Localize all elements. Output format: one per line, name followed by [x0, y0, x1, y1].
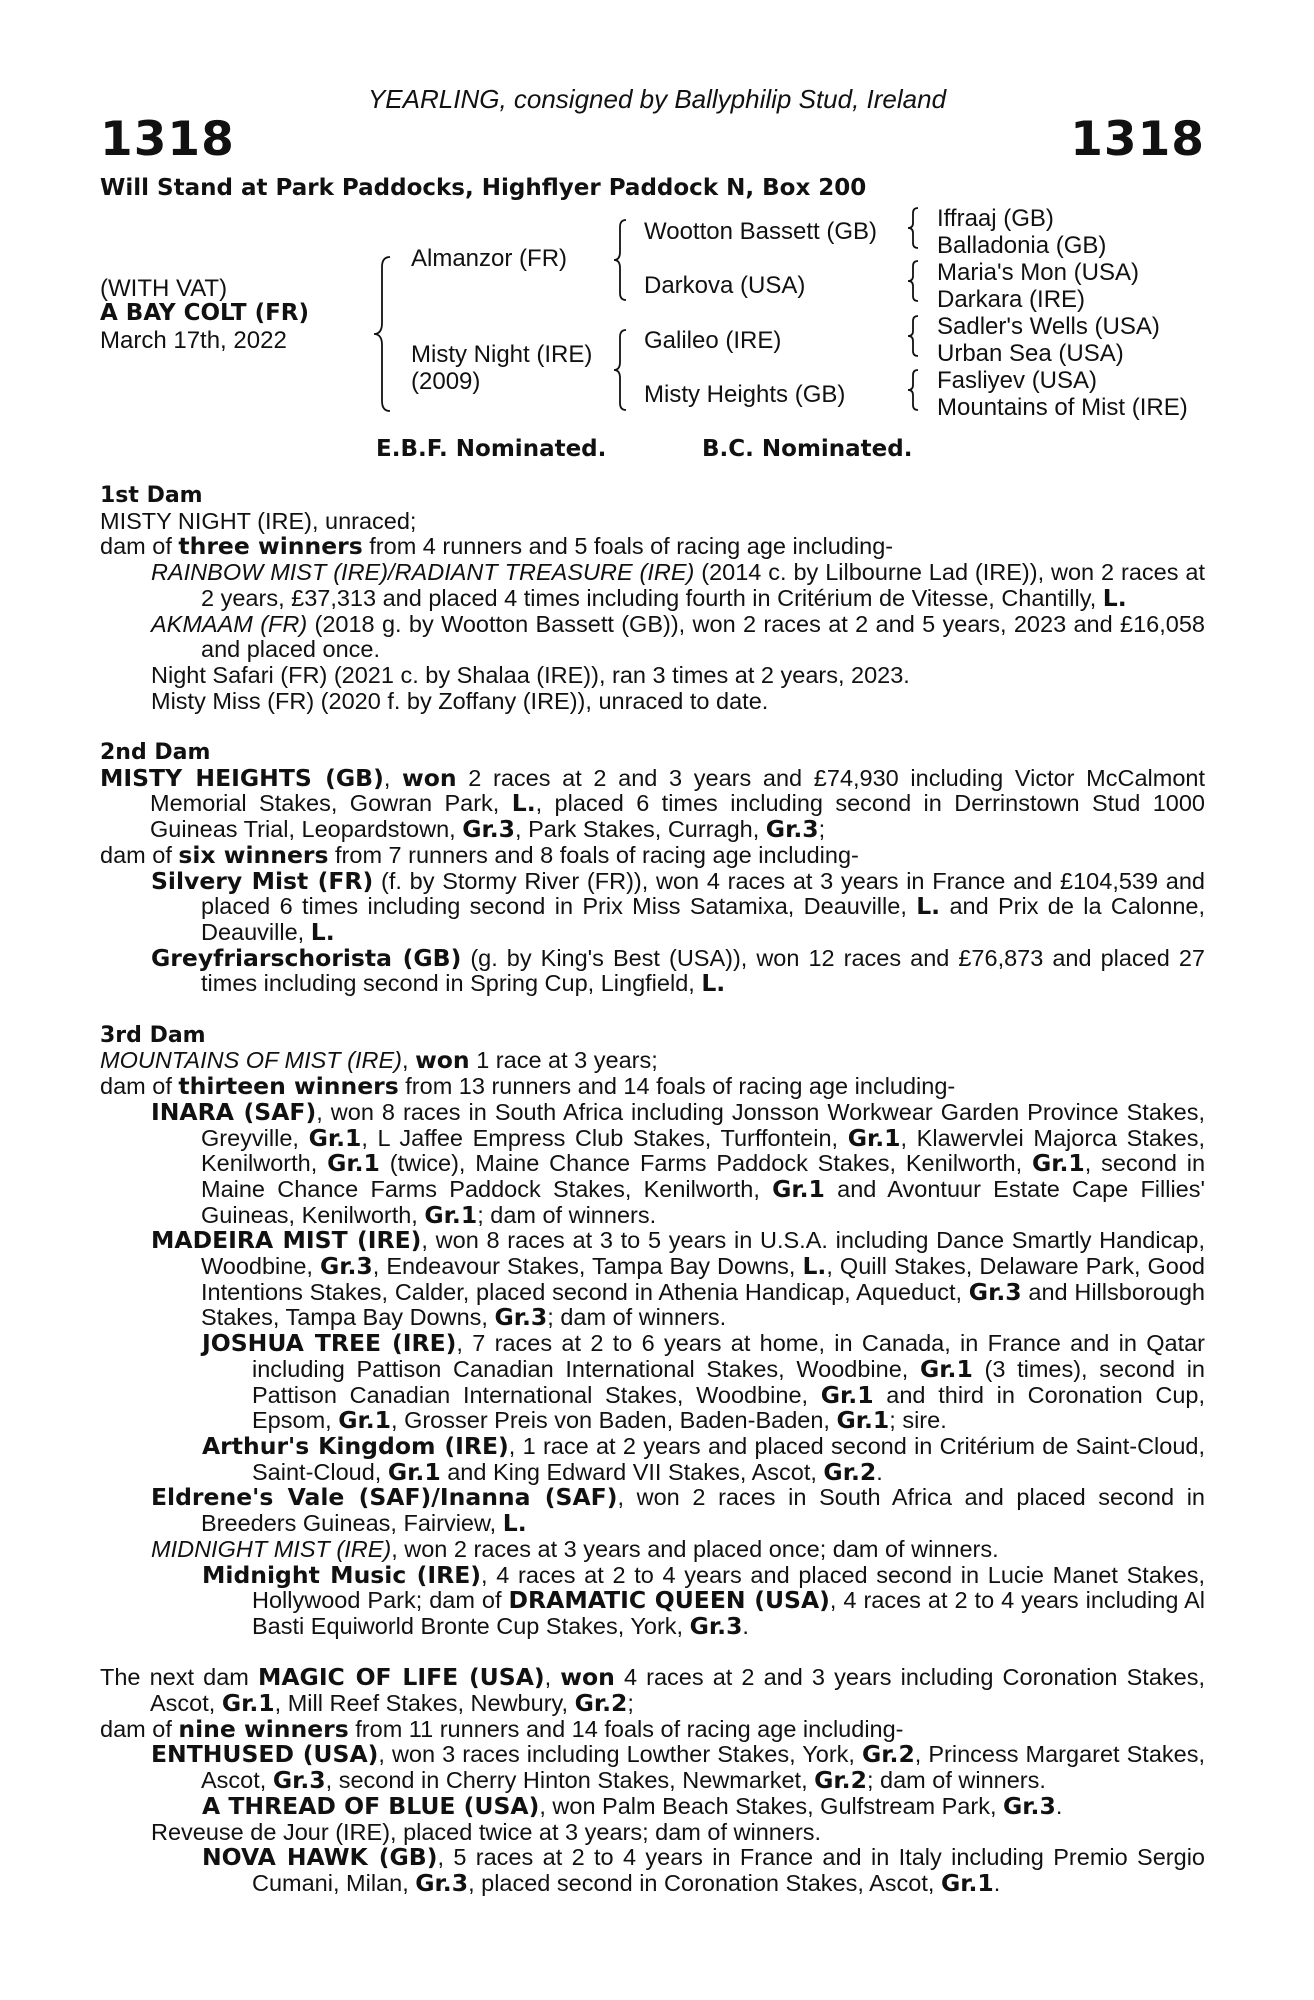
- bold-text: Greyfriarschorista (GB): [151, 943, 462, 972]
- bold-text: Gr.1: [920, 1354, 973, 1383]
- entry-text: , second in Maine Chance Farms Paddock Stakes, Kenilworth,: [201, 1150, 1206, 1202]
- entry-text: from 13 runners and 14 foals of racing age including-: [398, 1073, 956, 1100]
- pedigree-entry: [100, 1097, 1206, 1229]
- bold-text: Gr.3: [415, 1868, 469, 1897]
- entry-text: , 7 races at 2 to 6 years at home, in Canada, in France and in Qatar including Pattison Canadian International Stakes, Woodbine,: [252, 1330, 1206, 1382]
- pedigree-entry: [100, 1560, 1206, 1640]
- entry-text: ; sire.: [889, 1407, 947, 1434]
- lot-number-right: 1318: [1070, 112, 1205, 167]
- bold-text: Gr.1: [221, 1689, 275, 1717]
- pedigree-sire-dam: Darkova (USA): [644, 272, 806, 299]
- bold-text: Gr.1: [836, 1406, 890, 1435]
- horse-name: A BAY COLT (FR): [100, 300, 310, 326]
- entry-text: dam of: [100, 841, 179, 868]
- pedigree-entry: [100, 866, 1206, 946]
- bold-text: won: [402, 763, 457, 792]
- entry-text: .: [1055, 1792, 1063, 1819]
- bold-text: A THREAD OF BLUE (USA): [202, 1791, 540, 1820]
- pedigree-entry: [100, 663, 1205, 689]
- pedigree-entry: [100, 1791, 1205, 1820]
- pedigree-entry: [100, 1074, 1205, 1100]
- pedigree-brace-main: [372, 255, 398, 413]
- bold-text: L.: [511, 789, 536, 818]
- entry-text: , Park Stakes, Curragh,: [515, 816, 766, 843]
- pedigree-entry: [100, 509, 1205, 535]
- entry-text: MISTY NIGHT (IRE), unraced;: [100, 507, 417, 534]
- bold-text: Gr.3: [272, 1766, 326, 1795]
- bold-text: Gr.3: [494, 1303, 548, 1332]
- entry-text: from 4 runners and 5 foals of racing age including-: [362, 533, 894, 560]
- bold-text: L.: [701, 969, 726, 998]
- entry-text: (2018 g. by Wootton Bassett (GB)), won 2 races at 2 and 5 years, 2023 and £16,058 and placed once.: [201, 610, 1205, 663]
- bold-text: Silvery Mist (FR): [151, 866, 374, 895]
- pedigree-g3-5: Sadler's Wells (USA): [937, 313, 1160, 340]
- entry-text: , second in Cherry Hinton Stakes, Newmarket,: [325, 1767, 815, 1794]
- bold-text: won: [560, 1663, 615, 1692]
- pedigree-entry: [100, 560, 1205, 611]
- pedigree-entry: [100, 1485, 1205, 1536]
- bold-text: thirteen winners: [178, 1072, 399, 1101]
- bold-text: Gr.3: [765, 815, 819, 844]
- entry-text: dam of: [100, 533, 179, 560]
- entry-text: Misty Miss (FR) (2020 f. by Zoffany (IRE)), unraced to date.: [151, 687, 769, 714]
- entry-text: , Mill Reef Stakes, Newbury,: [274, 1690, 575, 1716]
- section-heading: 3rd Dam: [100, 1022, 206, 1048]
- entry-text: , won 8 races in South Africa including Jonsson Workwear Garden Province Stakes, Greyville,: [201, 1098, 1205, 1151]
- pedigree-dam-sire: Galileo (IRE): [644, 327, 782, 354]
- bold-text: L.: [502, 1509, 527, 1538]
- pedigree-g3-3: Maria's Mon (USA): [937, 259, 1139, 286]
- entry-text: , won 3 races including Lowther Stakes, York,: [378, 1741, 862, 1768]
- pedigree-g3-2: Balladonia (GB): [937, 232, 1107, 259]
- entry-text: Reveuse de Jour (IRE), placed twice at 3 years; dam of winners.: [151, 1818, 822, 1845]
- pedigree-brace-dam: [612, 328, 632, 412]
- entry-text: (2014 c. by Lilbourne Lad (IRE)), won 2 races at 2 years, £37,313 and placed 4 times including fourth in Critérium de Vitesse, Chantilly,: [201, 559, 1205, 611]
- catalogue-body: [100, 483, 1205, 1897]
- section-heading: 2nd Dam: [100, 740, 211, 766]
- entry-text: and Prix de la Calonne, Deauville,: [201, 893, 1205, 945]
- bold-text: MAGIC OF LIFE (USA): [257, 1663, 545, 1692]
- pedigree-brace-sire: [612, 218, 632, 302]
- pedigree-entry: [100, 1228, 1205, 1331]
- bold-text: MADEIRA MIST (IRE): [151, 1226, 422, 1255]
- entry-text: , won 2 races at 3 years and placed once; dam of winners.: [391, 1535, 999, 1562]
- bold-text: L.: [310, 917, 335, 946]
- entry-text: , 4 races at 2 to 4 years and placed second in Lucie Manet Stakes, Hollywood Park; dam of: [252, 1561, 1206, 1614]
- entry-text: , Quill Stakes, Delaware Park, Good Intentions Stakes, Calder, placed second in Athenia Handicap, Aqueduct,: [201, 1253, 1205, 1305]
- italic-text: AKMAAM (FR): [151, 610, 308, 637]
- dam-section: [100, 483, 1205, 714]
- pedigree-entry: [100, 1537, 1205, 1563]
- entry-text: The next dam: [100, 1664, 258, 1691]
- entry-text: , 5 races at 2 to 4 years in France and in Italy including Premio Sergio Cumani, Milan,: [252, 1844, 1205, 1896]
- pedigree-entry: [100, 612, 1205, 663]
- bold-text: Gr.3: [1003, 1791, 1056, 1820]
- lot-number-left: 1318: [100, 112, 235, 167]
- entry-text: dam of: [100, 1073, 179, 1100]
- bold-text: Gr.1: [772, 1174, 825, 1203]
- entry-text: ;: [818, 816, 826, 843]
- entry-text: , Klawervlei Majorca Stakes, Kenilworth,: [201, 1124, 1205, 1177]
- bold-text: Gr.1: [338, 1406, 392, 1435]
- italic-text: RAINBOW MIST (IRE)/RADIANT TREASURE (IRE): [151, 559, 695, 586]
- pedigree-entry: [100, 1431, 1206, 1486]
- bold-text: Gr.2: [861, 1740, 915, 1769]
- pedigree-entry: [100, 1331, 1205, 1434]
- pedigree-brace-g2: [906, 259, 924, 303]
- entry-text: ,: [383, 764, 403, 791]
- bold-text: L.: [916, 892, 941, 921]
- entry-text: ,: [544, 1664, 561, 1691]
- entry-text: (f. by Stormy River (FR)), won 4 races at 3 years in France and £104,539 and placed 6 times including second in Prix Miss Satamixa, Deauville,: [201, 867, 1206, 920]
- bold-text: L.: [802, 1252, 827, 1281]
- entry-text: , won 8 races at 3 to 5 years in U.S.A. including Dance Smartly Handicap, Woodbine,: [201, 1227, 1205, 1280]
- bold-text: Arthur's Kingdom (IRE): [202, 1431, 509, 1460]
- pedigree-g3-6: Urban Sea (USA): [937, 340, 1124, 367]
- entry-text: , 1 race at 2 years and placed second in Critérium de Saint-Cloud, Saint-Cloud,: [252, 1432, 1206, 1485]
- entry-text: , Endeavour Stakes, Tampa Bay Downs,: [372, 1253, 803, 1280]
- pedigree-sire: Almanzor (FR): [411, 245, 568, 272]
- entry-text: , placed 6 times including second in Derrinstown Stud 1000 Guineas Trial, Leopardstown,: [150, 790, 1206, 843]
- entry-text: (g. by King's Best (USA)), won 12 races and £76,873 and placed 27 times including second in Spring Cup, Lingfield,: [201, 944, 1205, 997]
- entry-text: (3 times), second in Pattison Canadian International Stakes, Woodbine,: [252, 1355, 1205, 1408]
- entry-text: , Princess Margaret Stakes, Ascot,: [201, 1741, 1205, 1794]
- entry-text: from 11 runners and 14 foals of racing age including-: [348, 1715, 904, 1742]
- entry-text: and Hillsborough Stakes, Tampa Bay Downs,: [201, 1278, 1205, 1331]
- italic-text: MOUNTAINS OF MIST (IRE): [100, 1047, 403, 1074]
- pedigree-entry: [100, 1820, 1205, 1846]
- entry-text: .: [876, 1458, 883, 1485]
- dam-section: [100, 1023, 1205, 1640]
- bold-text: Gr.1: [308, 1123, 362, 1152]
- entry-text: ; dam of winners.: [477, 1201, 657, 1228]
- pedigree-entry: [100, 943, 1205, 998]
- bold-text: six winners: [178, 840, 329, 869]
- entry-text: 1 race at 3 years;: [469, 1047, 658, 1074]
- pedigree-entry: [100, 1048, 1205, 1074]
- bold-text: Gr.2: [823, 1457, 877, 1486]
- entry-text: , L Jaffee Empress Club Stakes, Turffontein,: [361, 1124, 848, 1151]
- pedigree-dam: Misty Night (IRE): [411, 341, 593, 368]
- pedigree-g3-4: Darkara (IRE): [937, 286, 1086, 313]
- entry-text: from 7 runners and 8 foals of racing age including-: [328, 841, 859, 868]
- bold-text: Gr.2: [574, 1689, 628, 1717]
- entry-text: .: [993, 1869, 1001, 1896]
- dam-section: [100, 1665, 1205, 1896]
- bold-text: INARA (SAF): [151, 1097, 317, 1126]
- bold-text: Gr.1: [847, 1123, 901, 1152]
- bold-text: Gr.3: [968, 1277, 1022, 1306]
- bold-text: Gr.2: [814, 1766, 867, 1795]
- bold-text: NOVA HAWK (GB): [202, 1843, 438, 1872]
- dam-section: [100, 740, 1205, 997]
- pedigree-g3-7: Fasliyev (USA): [937, 367, 1098, 394]
- entry-text: Night Safari (FR) (2021 c. by Shalaa (IRE)), ran 3 times at 2 years, 2023.: [151, 661, 910, 688]
- pedigree-sire-sire: Wootton Bassett (GB): [644, 218, 877, 245]
- entry-text: 2 races at 2 and 3 years and £74,930 including Victor McCalmont Memorial Stakes, Gowran Park,: [150, 764, 1205, 817]
- entry-text: , placed second in Coronation Stakes, Ascot,: [468, 1869, 941, 1896]
- section-heading: 1st Dam: [100, 483, 203, 508]
- bold-text: Gr.1: [1031, 1149, 1085, 1178]
- entry-text: ; dam of winners.: [547, 1304, 727, 1331]
- entry-text: ; dam of winners.: [866, 1767, 1046, 1794]
- consignment-line: YEARLING, consigned by Ballyphilip Stud, Ireland: [367, 84, 947, 114]
- bold-text: Eldrene's Vale (SAF)/Inanna (SAF): [151, 1483, 618, 1512]
- bold-text: Gr.1: [940, 1868, 994, 1897]
- bc-nomination: B.C. Nominated.: [702, 436, 913, 462]
- entry-text: , won 2 races in South Africa and placed second in Breeders Guineas, Fairview,: [201, 1484, 1205, 1537]
- entry-text: and third in Coronation Cup, Epsom,: [252, 1381, 1205, 1434]
- entry-text: , Grosser Preis von Baden, Baden-Baden,: [391, 1407, 837, 1434]
- italic-text: MIDNIGHT MIST (IRE): [151, 1535, 392, 1562]
- pedigree-dam-year: (2009): [411, 368, 481, 395]
- bold-text: Gr.1: [327, 1149, 380, 1178]
- bold-text: ENTHUSED (USA): [151, 1740, 379, 1769]
- entry-text: , 4 races at 2 to 4 years including Al Basti Equiworld Bronte Cup Stakes, York,: [252, 1587, 1205, 1639]
- pedigree-entry: [100, 689, 1205, 715]
- pedigree-g3-8: Mountains of Mist (IRE): [937, 394, 1188, 421]
- bold-text: Midnight Music (IRE): [202, 1560, 481, 1589]
- pedigree-brace-g1: [906, 206, 924, 250]
- entry-text: (twice), Maine Chance Farms Paddock Stakes, Kenilworth,: [379, 1150, 1032, 1177]
- pedigree-brace-g3: [906, 314, 924, 358]
- entry-text: , won Palm Beach Stakes, Gulfstream Park,: [539, 1792, 1003, 1819]
- pedigree-entry: [100, 534, 1205, 560]
- entry-text: .: [742, 1612, 749, 1639]
- bold-text: three winners: [178, 532, 363, 561]
- vat-note: (WITH VAT): [100, 275, 228, 302]
- pedigree-brace-g4: [906, 368, 924, 412]
- bold-text: won: [415, 1046, 470, 1075]
- bold-text: L.: [1102, 583, 1127, 612]
- bold-text: Gr.1: [387, 1457, 441, 1486]
- entry-text: dam of: [100, 1715, 179, 1742]
- bold-text: MISTY HEIGHTS (GB): [100, 763, 384, 792]
- pedigree-entry: [100, 1714, 1205, 1743]
- bold-text: JOSHUA TREE (IRE): [202, 1329, 457, 1358]
- ebf-nomination: E.B.F. Nominated.: [376, 436, 607, 462]
- pedigree-g3-1: Iffraaj (GB): [937, 205, 1054, 232]
- pedigree-dam-dam: Misty Heights (GB): [644, 381, 846, 408]
- bold-text: DRAMATIC QUEEN (USA): [508, 1586, 830, 1615]
- stand-location: Will Stand at Park Paddocks, Highflyer Paddock N, Box 200: [100, 175, 867, 201]
- bold-text: Gr.1: [820, 1380, 874, 1409]
- bold-text: Gr.1: [424, 1200, 478, 1229]
- bold-text: Gr.3: [462, 815, 516, 844]
- pedigree-entry: [100, 1742, 1205, 1793]
- pedigree-entry: [100, 840, 1205, 869]
- bold-text: nine winners: [178, 1714, 349, 1743]
- entry-text: 4 races at 2 and 3 years including Coronation Stakes, Ascot,: [150, 1664, 1205, 1716]
- bold-text: Gr.3: [689, 1611, 743, 1640]
- pedigree-entry: [100, 1665, 1205, 1716]
- pedigree-entry: [100, 1845, 1205, 1896]
- entry-text: ,: [402, 1047, 416, 1074]
- bold-text: Gr.3: [319, 1252, 373, 1281]
- entry-text: and Avontuur Estate Cape Fillies' Guineas, Kenilworth,: [201, 1175, 1205, 1228]
- entry-text: ;: [627, 1690, 634, 1716]
- foaling-date: March 17th, 2022: [100, 327, 287, 354]
- entry-text: and King Edward VII Stakes, Ascot,: [440, 1458, 824, 1485]
- pedigree-entry: [100, 763, 1206, 844]
